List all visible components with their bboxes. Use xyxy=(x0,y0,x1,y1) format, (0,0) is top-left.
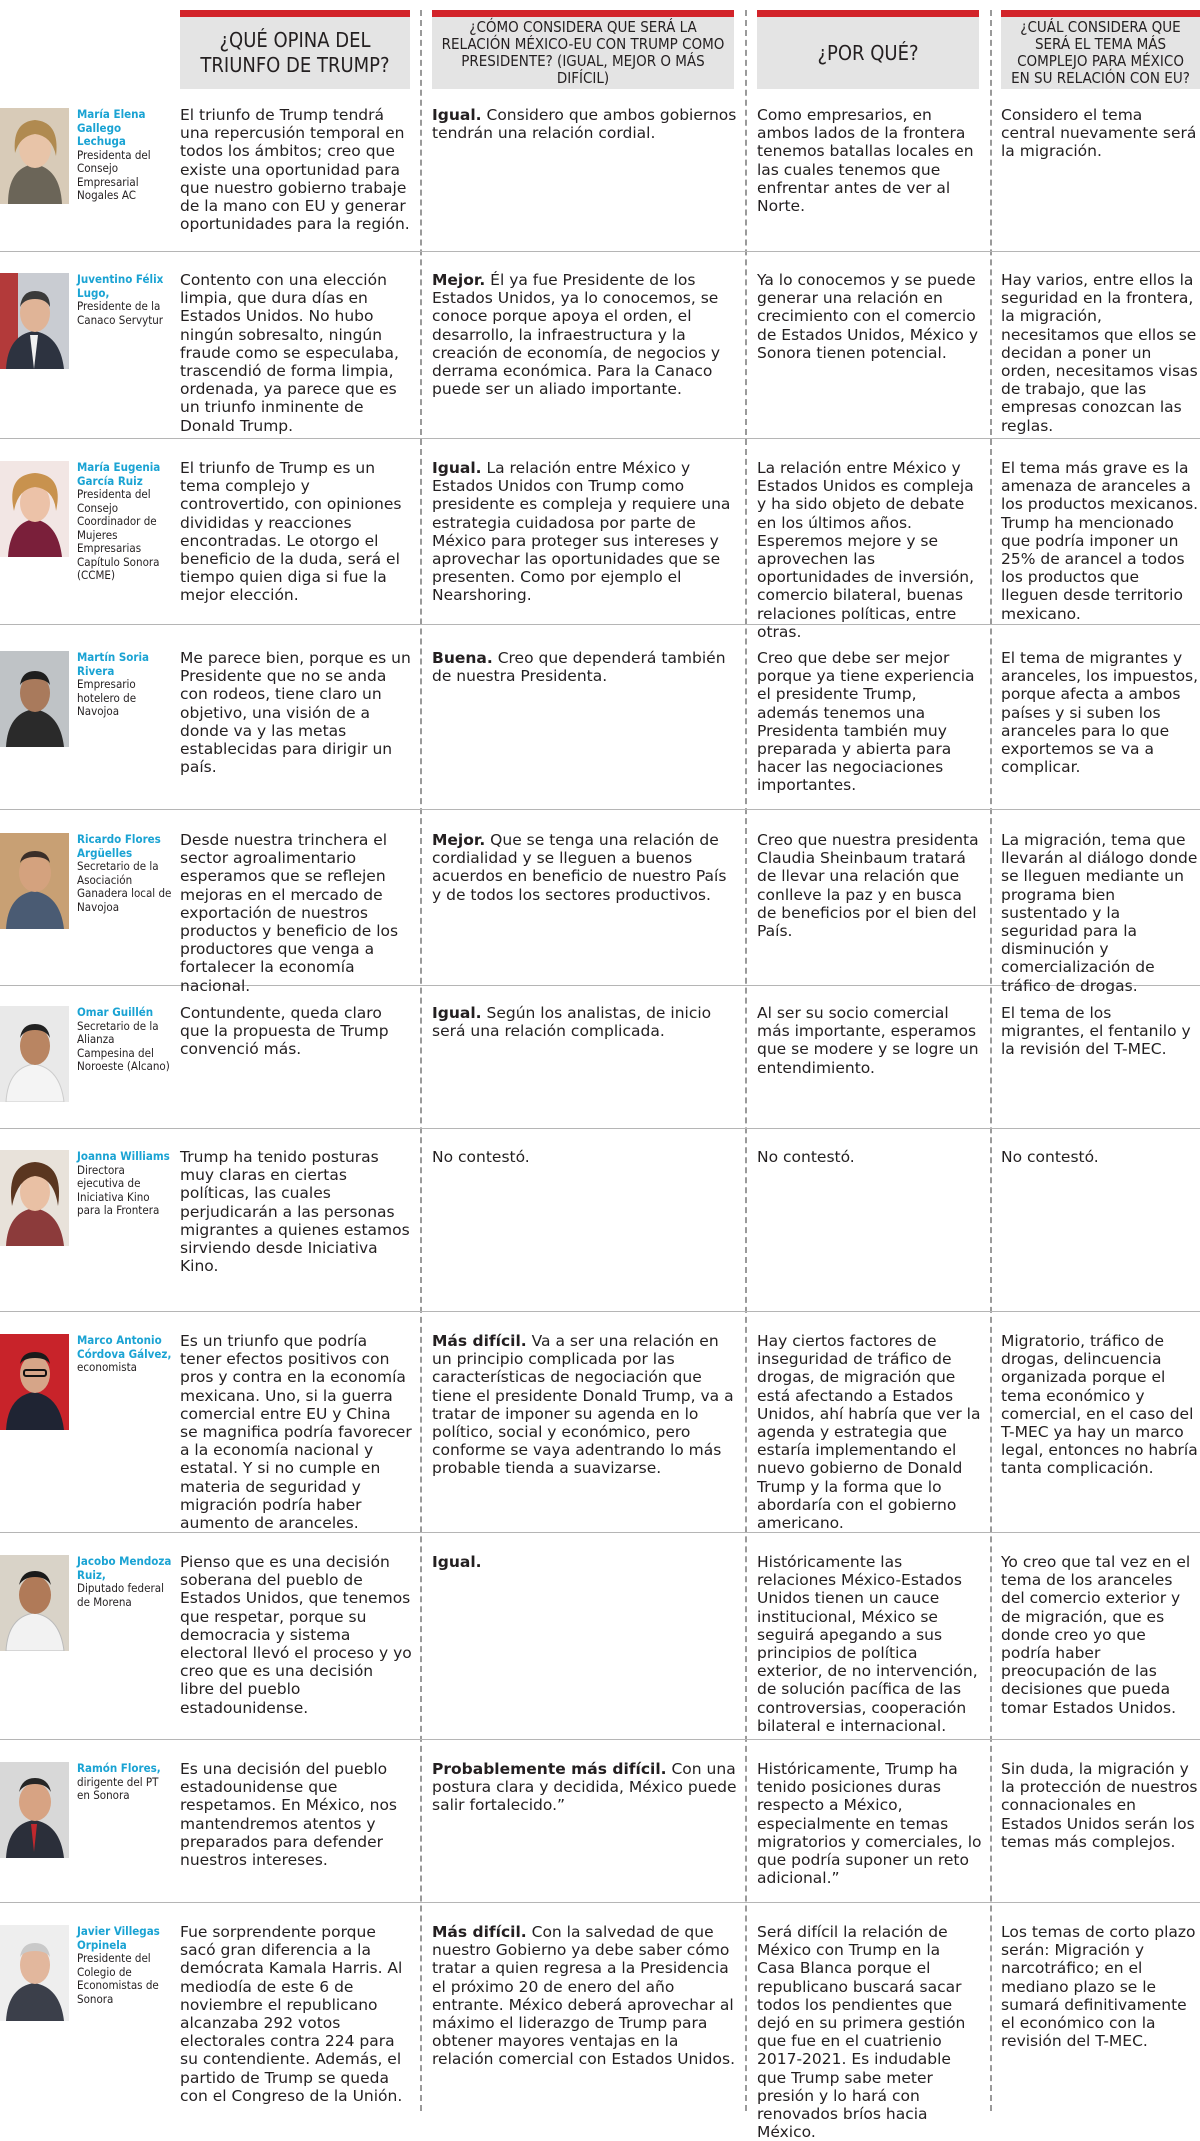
portrait-photo xyxy=(0,651,69,747)
relation-cell xyxy=(432,106,740,142)
header-relation: ¿CÓMO CONSIDERA QUE SERÁ LA RELACIÓN MÉXICO-EU CON TRUMP COMO PRESIDENTE? (IGUAL, MEJOR O MÁS DIFÍCIL) xyxy=(432,10,734,89)
column-divider xyxy=(990,10,992,2111)
opinion-cell: Es un triunfo que podría tener efectos positivos con pros y contra en la economía mexicana. Uno, si la guerra comercial entre EU y China se magnifica podría favorecer a la economía nacional y estatal. Y si no cumple en materia de seguridad y migración podría haber aumento de aranceles. xyxy=(180,1332,412,1533)
why-cell: Al ser su socio comercial más importante, esperamos que se modere y se logre un entendimiento. xyxy=(757,1004,979,1077)
person-name: Ramón Flores, xyxy=(77,1761,161,1775)
relation-text: Va a ser una relación en un principio complicada por las características de negociación que tiene el presidente Donald Trump, va a tratar de imponer su agenda en lo político, social y económico, pero conforme se vaya adentrando lo más probable tienda a suavizarse. xyxy=(432,1332,734,1478)
why-cell: Como empresarios, en ambos lados de la frontera tenemos batallas locales en las cuales tenemos que enfrentar antes de ver al Norte. xyxy=(757,106,974,216)
relation-text: No contestó. xyxy=(432,1148,530,1166)
person-name: María Elena Gallego Lechuga xyxy=(77,107,146,148)
relation-cell xyxy=(432,1760,740,1815)
row-separator xyxy=(0,438,1200,439)
column-divider xyxy=(745,10,747,2111)
row-separator xyxy=(0,1311,1200,1312)
relation-text: Con una postura clara y decidida, México puede salir fortalecido.” xyxy=(432,1760,737,1815)
opinion-cell: El triunfo de Trump tendrá una repercusión temporal en todos los ámbitos; creo que existe una oportunidad para que nuestro gobierno trabaje de la mano con EU y generar oportunidades para la región. xyxy=(180,106,410,234)
topic-cell: Yo creo que tal vez en el tema de los aranceles del comercio exterior y de migración, que es donde creo yo que podría haber preocupación de las decisiones que pueda tomar Estados Unidos. xyxy=(1001,1553,1191,1717)
person-name: Joanna Williams xyxy=(77,1149,170,1163)
person-name: Omar Guillén xyxy=(77,1005,154,1019)
relation-text: Considero que ambos gobiernos tendrán una relación cordial. xyxy=(432,106,737,143)
header-why: ¿POR QUÉ? xyxy=(757,10,979,89)
person-role: Secretario de la Alianza Campesina del Noroeste (Alcano) xyxy=(77,1018,170,1073)
relation-answer: Mejor. xyxy=(432,271,486,289)
person-info xyxy=(77,1334,173,1375)
topic-cell: Considero el tema central nuevamente será la migración. xyxy=(1001,106,1197,161)
why-cell: La relación entre México y Estados Unidos es compleja y ha sido objeto de debate en los últimos años. Esperemos mejore y se aprovechen las oportunidades de inversión, comercio bilateral, buenas relaciones políticas, entre otras. xyxy=(757,459,975,641)
row-separator xyxy=(0,1739,1200,1740)
opinion-cell: Trump ha tenido posturas muy claras en ciertas políticas, las cuales perjudicarán a las personas migrantes a quienes estamos sirviendo desde Iniciativa Kino. xyxy=(180,1148,410,1276)
person-role: Presidente de la Canaco Servytur xyxy=(77,299,164,327)
person-info xyxy=(77,1006,173,1074)
portrait-photo xyxy=(0,273,69,369)
relation-answer: Más difícil. xyxy=(432,1923,527,1941)
relation-answer: Igual. xyxy=(432,106,482,124)
opinion-cell: Contento con una elección limpia, que dura días en Estados Unidos. No hubo ningún sobresalto, ningún fraude como se especulaba, trascendió de forma limpia, ordenada, ya parece que es un triunfo inminente de Donald Trump. xyxy=(180,271,399,435)
why-cell: No contestó. xyxy=(757,1148,855,1166)
header-opinion: ¿QUÉ OPINA DEL TRIUNFO DE TRUMP? xyxy=(180,10,410,89)
relation-answer: Más difícil. xyxy=(432,1332,527,1350)
relation-cell xyxy=(432,1004,740,1040)
portrait-photo xyxy=(0,833,69,929)
header-topic: ¿CUÁL CONSIDERA QUE SERÁ EL TEMA MÁS COMPLEJO PARA MÉXICO EN SU RELACIÓN CON EU? xyxy=(1001,10,1200,89)
relation-cell xyxy=(432,459,740,605)
relation-cell xyxy=(432,1332,740,1478)
why-cell: Históricamente, Trump ha tenido posiciones duras respecto a México, especialmente en temas migratorios y comerciales, lo que podría suponer un reto adicional.” xyxy=(757,1760,982,1888)
row-separator xyxy=(0,1128,1200,1129)
topic-cell: El tema de los migrantes, el fentanilo y la revisión del T-MEC. xyxy=(1001,1004,1191,1059)
why-cell: Será difícil la relación de México con Trump en la Casa Blanca porque el republicano buscará sacar todos los pendientes que dejó en su primera gestión que fue en el cuatrienio 2017-2021. Es indudable que Trump sabe meter presión y lo hará con renovados bríos hacia México. xyxy=(757,1923,966,2141)
portrait-photo xyxy=(0,1925,69,2021)
relation-answer: Igual. xyxy=(432,1004,482,1022)
opinion-cell: Me parece bien, porque es un Presidente que no se anda con rodeos, tiene claro un objetivo, una visión de a donde va y las metas establecidas para dirigir un país. xyxy=(180,649,411,777)
person-role: Presidenta del Consejo Empresarial Nogales AC xyxy=(77,147,151,202)
why-cell: Hay ciertos factores de inseguridad de tráfico de drogas, de migración que está afectando a Estados Unidos, ahí habría que ver la agenda y estrategia que estaría implementando el nuevo gobierno de Donald Trump y la forma que lo abordaría con el gobierno americano. xyxy=(757,1332,981,1533)
row-separator xyxy=(0,251,1200,252)
person-role: Directora ejecutiva de Iniciativa Kino para la Frontera xyxy=(77,1162,160,1217)
person-name: Martín Soria Rivera xyxy=(77,650,150,678)
row-separator xyxy=(0,624,1200,625)
person-role: Presidente del Colegio de Economistas de Sonora xyxy=(77,1951,159,2006)
topic-cell: La migración, tema que llevarán al diálogo donde se lleguen mediante un programa bien sustentado y la seguridad para la disminución y comercialización de tráfico de drogas. xyxy=(1001,831,1198,995)
row-separator xyxy=(0,1902,1200,1903)
opinion-cell: Es una decisión del pueblo estadounidense que respetamos. En México, nos mantendremos atentos y preparados para defender nuestros intereses. xyxy=(180,1760,398,1870)
person-info xyxy=(77,461,173,583)
topic-cell: Los temas de corto plazo serán: Migración y narcotráfico; en el mediano plazo se le sumará definitivamente el económico con la revisión del T-MEC. xyxy=(1001,1923,1196,2051)
relation-answer: Buena. xyxy=(432,649,493,667)
relation-answer: Mejor. xyxy=(432,831,486,849)
relation-cell xyxy=(432,1148,740,1166)
person-name: Juventino Félix Lugo, xyxy=(77,272,164,300)
person-role: economista xyxy=(77,1360,138,1374)
topic-cell: No contestó. xyxy=(1001,1148,1099,1166)
relation-text: Que se tenga una relación de cordialidad y se lleguen a buenos acuerdos en beneficio de nuestro País y de todos los sectores productivos. xyxy=(432,831,727,904)
topic-cell: Sin duda, la migración y la protección de nuestros connacionales en Estados Unidos serán los temas más complejos. xyxy=(1001,1760,1198,1851)
relation-text: Él ya fue Presidente de los Estados Unidos, ya lo conocemos, se conoce porque apoya el orden, el desarrollo, la infraestructura y la creación de economía, de negocios y derrama económica. Para la Canaco puede ser un aliado importante. xyxy=(432,271,721,399)
relation-cell xyxy=(432,831,740,904)
topic-cell: Migratorio, tráfico de drogas, delincuencia organizada porque el tema económico y comercial, en el caso del T-MEC ya hay un marco legal, entonces no habría tanta complicación. xyxy=(1001,1332,1198,1478)
portrait-photo xyxy=(0,1555,69,1651)
relation-text: Creo que dependerá también de nuestra Presidenta. xyxy=(432,649,726,686)
relation-answer: Probablemente más difícil. xyxy=(432,1760,667,1778)
relation-cell xyxy=(432,1923,740,2069)
portrait-photo xyxy=(0,1334,69,1430)
opinion-cell: Fue sorprendente porque sacó gran diferencia a la demócrata Kamala Harris. Al mediodía de este 6 de noviembre el republicano alcanzaba 292 votos electorales contra 224 para su contendiente. Además, el partido de Trump se queda con el Congreso de la Unión. xyxy=(180,1923,403,2105)
person-info xyxy=(77,1925,173,2006)
person-role: Diputado federal de Morena xyxy=(77,1581,164,1609)
person-role: dirigente del PT en Sonora xyxy=(77,1774,159,1802)
topic-cell: El tema más grave es la amenaza de aranceles a los productos mexicanos. Trump ha mencionado que podría imponer un 25% de arancel a todos los productos que lleguen desde territorio mexicano. xyxy=(1001,459,1199,623)
column-divider xyxy=(420,10,422,2111)
why-cell: Creo que debe ser mejor porque ya tiene experiencia el presidente Trump, además tenemos una Presidenta también muy preparada y abierta para hacer las negociaciones importantes. xyxy=(757,649,975,795)
person-role: Presidenta del Consejo Coordinador de Mujeres Empresarias Capítulo Sonora (CCME) xyxy=(77,487,160,582)
relation-cell xyxy=(432,649,740,685)
relation-text: Con la salvedad de que nuestro Gobierno ya debe saber cómo tratar a quien regresa a la Presidencia el próximo 20 de enero del año entrante. México deberá aprovechar al máximo el liderazgo de Trump para obtener mayores ventajas en la relación comercial con Estados Unidos. xyxy=(432,1923,735,2069)
relation-answer: Igual. xyxy=(432,459,482,477)
person-info xyxy=(77,651,173,719)
portrait-photo xyxy=(0,1006,69,1102)
person-name: Ricardo Flores Argüelles xyxy=(77,832,161,860)
why-cell: Ya lo conocemos y se puede generar una relación en crecimiento con el comercio de Estados Unidos, México y Sonora tienen potencial. xyxy=(757,271,979,362)
person-name: Javier Villegas Orpinela xyxy=(77,1924,160,1952)
why-cell: Históricamente las relaciones México-Estados Unidos tienen un cauce institucional, México se seguirá apegando a sus principios de política exterior, de no intervención, de solución pacífica de las controversias, cooperación bilateral e internacional. xyxy=(757,1553,978,1735)
person-info xyxy=(77,1762,173,1803)
person-name: Jacobo Mendoza Ruiz, xyxy=(77,1554,172,1582)
relation-cell xyxy=(432,271,740,398)
person-info xyxy=(77,108,173,203)
opinion-cell: El triunfo de Trump es un tema complejo y controvertido, con opiniones divididas y reacciones encontradas. Le otorgo el beneficio de la duda, será el tiempo quien diga si fue la mejor elección. xyxy=(180,459,402,605)
relation-text: La relación entre México y Estados Unidos con Trump como presidente es compleja y requiere una estrategia cuidadosa por parte de México para proteger sus intereses y aprovechar las oportunidades que se presenten. Como por ejemplo el Nearshoring. xyxy=(432,459,731,605)
portrait-photo xyxy=(0,108,69,204)
person-info xyxy=(77,1555,173,1609)
relation-cell xyxy=(432,1553,740,1571)
portrait-photo xyxy=(0,1762,69,1858)
person-name: Marco Antonio Córdova Gálvez, xyxy=(77,1333,172,1361)
topic-cell: Hay varios, entre ellos la seguridad en la frontera, la migración, necesitamos que ellos se decidan a poner un orden, necesitamos visas de trabajo, que las empresas conozcan las reglas. xyxy=(1001,271,1198,435)
opinion-cell: Desde nuestra trinchera el sector agroalimentario esperamos que se reflejen mejoras en el mercado de exportación de nuestros productos y beneficio de los productores que venga a fortalecer la economía nacional. xyxy=(180,831,399,995)
row-separator xyxy=(0,809,1200,810)
relation-text: Según los analistas, de inicio será una relación complicada. xyxy=(432,1004,712,1041)
portrait-photo xyxy=(0,1150,69,1246)
topic-cell: El tema de migrantes y aranceles, los impuestos, porque afecta a ambos países y si suben los aranceles para lo que exportemos se va a complicar. xyxy=(1001,649,1199,777)
opinion-cell: Pienso que es una decisión soberana del pueblo de Estados Unidos, que tenemos que respetar, porque su democracia y sistema electoral llevó el proceso y yo creo que es una decisión libre del pueblo estadounidense. xyxy=(180,1553,412,1717)
relation-answer: Igual. xyxy=(432,1553,482,1571)
portrait-photo xyxy=(0,461,69,557)
person-role: Empresario hotelero de Navojoa xyxy=(77,677,137,718)
opinion-cell: Contundente, queda claro que la propuesta de Trump convenció más. xyxy=(180,1004,389,1059)
person-info xyxy=(77,833,173,914)
person-role: Secretario de la Asociación Ganadera local de Navojoa xyxy=(77,859,172,914)
person-info xyxy=(77,273,173,327)
person-name: María Eugenia García Ruiz xyxy=(77,460,161,488)
why-cell: Creo que nuestra presidenta Claudia Sheinbaum tratará de llevar una relación que conlleve la paz y en busca de beneficios por el bien del País. xyxy=(757,831,979,941)
person-info xyxy=(77,1150,173,1218)
